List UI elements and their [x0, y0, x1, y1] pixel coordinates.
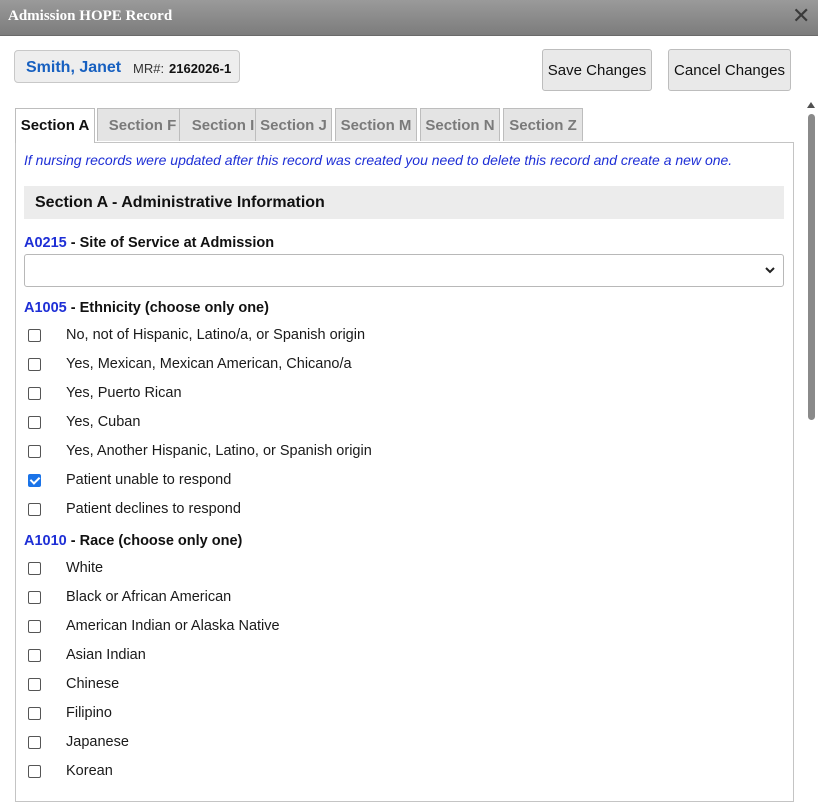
- ethnicity-option: [28, 356, 628, 376]
- close-icon[interactable]: ✕: [792, 3, 811, 28]
- ethnicity-checkbox[interactable]: [28, 503, 41, 516]
- ethnicity-option: [28, 472, 628, 492]
- race-option-label: Asian Indian: [66, 647, 146, 663]
- tab-section-n[interactable]: Section N: [420, 108, 500, 141]
- race-option: [28, 734, 628, 754]
- site-of-service-select[interactable]: [24, 254, 784, 287]
- ethnicity-checkbox[interactable]: [28, 358, 41, 371]
- tab-section-j[interactable]: Section J: [255, 108, 332, 141]
- question-label-a1005: - Ethnicity (choose only one): [66, 300, 269, 316]
- scroll-thumb[interactable]: [808, 114, 815, 420]
- question-a0215: [24, 235, 274, 251]
- ethnicity-option-label: Patient declines to respond: [66, 501, 241, 517]
- question-code-a0215: A0215: [24, 235, 67, 251]
- question-a1010: [24, 533, 242, 549]
- section-title: Section A - Administrative Information: [35, 194, 325, 211]
- race-option: [28, 705, 628, 725]
- save-changes-button[interactable]: Save Changes: [542, 49, 652, 91]
- update-notice: If nursing records were updated after this record was created you need to delete this record and create a new one.: [24, 152, 733, 168]
- race-checkbox[interactable]: [28, 707, 41, 720]
- race-option: [28, 618, 628, 638]
- question-code-a1005: A1005: [24, 300, 67, 316]
- ethnicity-option-label: Yes, Puerto Rican: [66, 385, 182, 401]
- tab-section-m[interactable]: Section M: [335, 108, 417, 141]
- ethnicity-option-label: No, not of Hispanic, Latino/a, or Spanish origin: [66, 327, 366, 343]
- ethnicity-option: [28, 501, 628, 521]
- cancel-changes-button[interactable]: Cancel Changes: [668, 49, 791, 91]
- ethnicity-checkbox[interactable]: [28, 445, 41, 458]
- race-option-label: Chinese: [66, 676, 120, 692]
- race-checkbox[interactable]: [28, 562, 41, 575]
- race-option-label: Korean: [66, 763, 113, 779]
- ethnicity-option: [28, 414, 628, 434]
- race-checkbox[interactable]: [28, 591, 41, 604]
- ethnicity-option: [28, 385, 628, 405]
- race-option: [28, 560, 628, 580]
- vertical-scrollbar[interactable]: [803, 96, 818, 784]
- race-option: [28, 676, 628, 696]
- mr-number: 2162026-1: [169, 61, 232, 76]
- ethnicity-option-label: Yes, Cuban: [66, 414, 141, 430]
- race-option-label: Filipino: [66, 705, 112, 721]
- mr-label: MR#:: [133, 61, 165, 76]
- ethnicity-option-label: Yes, Another Hispanic, Latino, or Spanish origin: [66, 443, 372, 459]
- patient-info: [14, 50, 240, 83]
- section-header: [24, 186, 784, 219]
- ethnicity-option: [28, 327, 628, 347]
- ethnicity-checkbox-checked[interactable]: [28, 474, 41, 487]
- race-checkbox[interactable]: [28, 649, 41, 662]
- race-option: [28, 647, 628, 667]
- ethnicity-checkbox[interactable]: [28, 329, 41, 342]
- tab-section-a[interactable]: Section A: [15, 108, 95, 143]
- tab-section-f[interactable]: Section F: [97, 108, 188, 141]
- race-checkbox[interactable]: [28, 620, 41, 633]
- ethnicity-option-label: Yes, Mexican, Mexican American, Chicano/a: [66, 356, 352, 372]
- scroll-up-icon[interactable]: [807, 102, 815, 108]
- ethnicity-option-label: Patient unable to respond: [66, 472, 232, 488]
- question-code-a1010: A1010: [24, 533, 67, 549]
- chevron-down-icon: [764, 264, 776, 276]
- question-label-a1010: - Race (choose only one): [66, 533, 243, 549]
- window-titlebar: [0, 0, 818, 36]
- race-checkbox[interactable]: [28, 678, 41, 691]
- ethnicity-option: [28, 443, 628, 463]
- tab-section-z[interactable]: Section Z: [503, 108, 583, 141]
- tab-section-i[interactable]: Section I: [179, 108, 267, 141]
- patient-name[interactable]: Smith, Janet: [26, 59, 122, 76]
- race-option-label: Japanese: [66, 734, 129, 750]
- ethnicity-checkbox[interactable]: [28, 416, 41, 429]
- race-checkbox[interactable]: [28, 765, 41, 778]
- race-checkbox[interactable]: [28, 736, 41, 749]
- window-title: Admission HOPE Record: [8, 8, 173, 24]
- question-a1005: [24, 300, 269, 316]
- race-option-label: White: [66, 560, 104, 576]
- race-option: [28, 763, 628, 783]
- race-option-label: American Indian or Alaska Native: [66, 618, 280, 634]
- race-option-label: Black or African American: [66, 589, 232, 605]
- race-option: [28, 589, 628, 609]
- ethnicity-checkbox[interactable]: [28, 387, 41, 400]
- question-label-a0215: - Site of Service at Admission: [66, 235, 275, 251]
